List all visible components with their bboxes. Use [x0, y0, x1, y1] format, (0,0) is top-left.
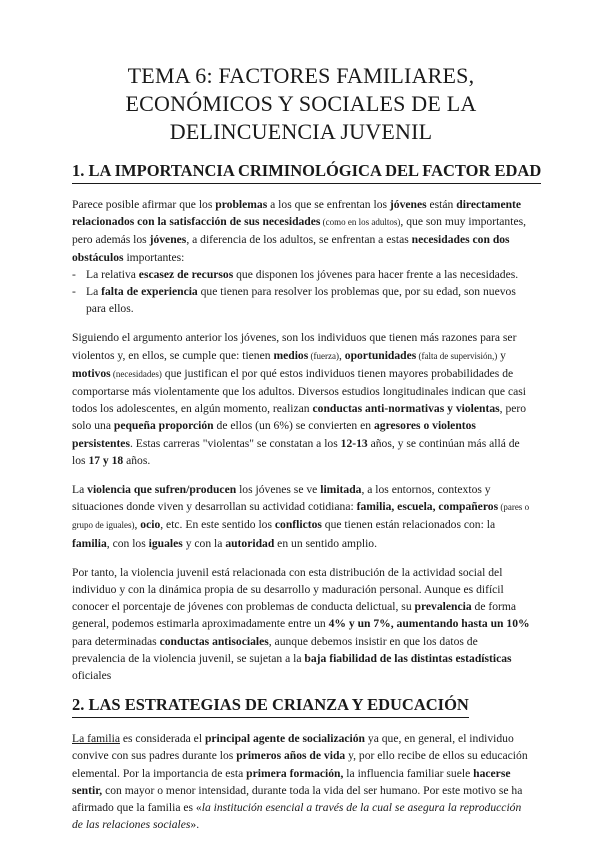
- bold-text: oportunidades: [344, 348, 417, 362]
- bold-text: ocio: [140, 518, 161, 532]
- italic-quote: la institución esencial a través de la cual se asegura la reproducción de las relaciones sociales: [72, 801, 522, 832]
- text-run: los jóvenes se ve: [236, 483, 321, 497]
- text-run: para determinadas: [72, 634, 160, 648]
- text-run: la influencia familiar suele: [343, 766, 474, 780]
- small-text: (falta de supervisión,): [416, 350, 498, 361]
- bold-text: problemas: [215, 198, 268, 211]
- text-run: , etc. En este sentido los: [160, 518, 275, 532]
- document-title: [72, 62, 530, 146]
- text-run: Por tanto, la violencia juvenil está relacionada con esta distribución de la actividad social del individuo y con la dinámica propia de su desarrollo y maduración personal. Aunque es difícil conocer el porcentaje de jóvenes con problemas de conducta delictual, su: [72, 565, 504, 614]
- section-2-heading: 2. LAS ESTRATEGIAS DE CRIANZA Y EDUCACIÓN: [72, 694, 469, 718]
- bold-text: prevalencia: [414, 600, 472, 614]
- bold-text: violencia que sufren/producen: [87, 483, 237, 497]
- bold-text: limitada: [320, 483, 362, 497]
- bold-text: conductas antisociales: [159, 634, 269, 648]
- bold-text: escasez de recursos: [138, 267, 234, 281]
- bold-text: jóvenes: [389, 198, 427, 211]
- list-item: [72, 283, 530, 317]
- text-run: , pero solo una: [72, 402, 527, 433]
- section-2: [72, 694, 530, 833]
- bold-text: motivos: [72, 366, 111, 380]
- text-run: ,: [134, 518, 141, 532]
- bold-text: pequeña proporción: [113, 419, 214, 433]
- text-run: a los que se enfrentan los: [267, 198, 390, 211]
- small-text: (pares o grupo de iguales): [72, 502, 530, 531]
- bold-text: 17 y 18: [88, 453, 124, 467]
- text-run: años.: [123, 453, 151, 467]
- text-run: Siguiendo el argumento anterior los jóvenes, son los individuos que tienen más razones para ser violentos y, en ellos, se cumple que: tienen: [72, 331, 517, 362]
- text-run: oficiales: [72, 669, 112, 683]
- bold-text: agresores o violentos persistentes: [72, 419, 476, 450]
- bold-text: iguales: [148, 536, 183, 550]
- small-text: (como en los adultos): [320, 217, 401, 228]
- obstacles-list: [72, 266, 530, 318]
- bold-text: conflictos: [274, 518, 322, 532]
- small-text: (necesidades): [110, 368, 162, 379]
- bold-text: hacerse sentir,: [72, 766, 511, 797]
- bold-text: primera formación,: [246, 766, 344, 780]
- bold-text: principal agente de socialización: [204, 732, 366, 746]
- text-run: Parece posible afirmar que los: [72, 198, 216, 211]
- text-run: años, y se continúan más allá de los: [72, 436, 520, 467]
- bold-text: 4% y un 7%, aumentando hasta un 10%: [328, 617, 530, 631]
- section-1-paragraph-1: [72, 196, 530, 266]
- text-run: , con los: [106, 536, 149, 550]
- bold-text: primeros años de vida: [236, 749, 346, 763]
- text-run: , a diferencia de los adultos, se enfrentan a estas: [186, 233, 412, 247]
- text-run: La: [72, 483, 88, 497]
- bold-text: falta de experiencia: [101, 285, 198, 299]
- text-run: que justifican el por qué estos individuos tienen mayores probabilidades de comportarse más violentamente que los adultos. Diversos estudios longitudinales indican que casi todos los adolescentes, en algún momento, realizan: [72, 366, 526, 416]
- text-run: , aunque debemos insistir en que los datos de prevalencia de la violencia juvenil, se sujetan a la: [72, 634, 478, 665]
- underlined-text: La familia: [72, 732, 120, 746]
- text-run: ,: [338, 348, 345, 362]
- bold-text: autoridad: [225, 536, 275, 550]
- bold-text: familia, escuela, compañeros: [356, 500, 499, 514]
- bold-text: conductas anti-normativas y violentas: [312, 402, 500, 416]
- text-run: , que son muy importantes, pero además los: [72, 215, 527, 247]
- section-1-paragraph-3: [72, 481, 530, 552]
- text-run: que tienen están relacionados con: la: [321, 518, 496, 532]
- text-run: que tienen para resolver los problemas que, por su edad, son nuevos para ellos.: [86, 285, 516, 316]
- title-line-2: ECONÓMICOS Y SOCIALES DE LA: [125, 91, 477, 116]
- section-1-heading: 1. LA IMPORTANCIA CRIMINOLÓGICA DEL FACTOR EDAD: [72, 160, 541, 184]
- text-run: es considerada el: [119, 732, 205, 746]
- bold-text: directamente relacionados con la satisfacción de sus necesidades: [72, 198, 522, 229]
- bold-text: medios: [273, 348, 309, 362]
- small-text: (fuerza): [308, 350, 339, 361]
- text-run: ».: [190, 818, 200, 832]
- text-run: La relativa: [86, 267, 139, 281]
- list-item: [72, 266, 530, 283]
- text-run: y con la: [182, 536, 226, 550]
- text-run: están: [426, 198, 457, 211]
- text-run: que disponen los jóvenes para hacer frente a las necesidades.: [233, 267, 519, 281]
- section-1: [72, 160, 542, 684]
- section-1-paragraph-4: [72, 564, 530, 684]
- text-run: , a los entornos, contextos y situaciones donde viven y desarrollan su actividad cotidiana:: [72, 483, 491, 514]
- text-run: con mayor o menor intensidad, durante toda la vida del ser humano. Por este motivo se ha afirmado que la familia es «: [72, 783, 523, 815]
- bold-text: baja fiabilidad de las distintas estadísticas: [304, 651, 512, 665]
- bold-text: familia: [72, 536, 107, 550]
- text-run: y, por ello recibe de ellos su educación elemental. Por la importancia de esta: [72, 749, 528, 780]
- text-run: ya que, en general, el individuo convive con sus padres durante los: [72, 732, 514, 763]
- text-run: . Estas carreras "violentas" se constatan a los: [129, 436, 341, 450]
- text-run: de forma general, podemos estimarla aproximadamente entre un: [72, 600, 517, 631]
- title-line-1: TEMA 6: FACTORES FAMILIARES,: [127, 63, 475, 88]
- bold-text: jóvenes: [149, 233, 187, 247]
- bold-text: necesidades con dos obstáculos: [72, 233, 510, 264]
- document-page: [72, 62, 542, 834]
- text-run: La: [86, 285, 102, 299]
- section-1-paragraph-2: [72, 329, 530, 469]
- text-run: y: [497, 348, 506, 362]
- section-2-paragraph-1: [72, 730, 530, 833]
- bold-text: 12-13: [340, 436, 368, 450]
- text-run: de ellos (un 6%) se convierten en: [213, 419, 374, 433]
- text-run: en un sentido amplio.: [274, 536, 378, 550]
- title-line-3: DELINCUENCIA JUVENIL: [169, 119, 433, 144]
- text-run: importantes:: [123, 250, 185, 264]
